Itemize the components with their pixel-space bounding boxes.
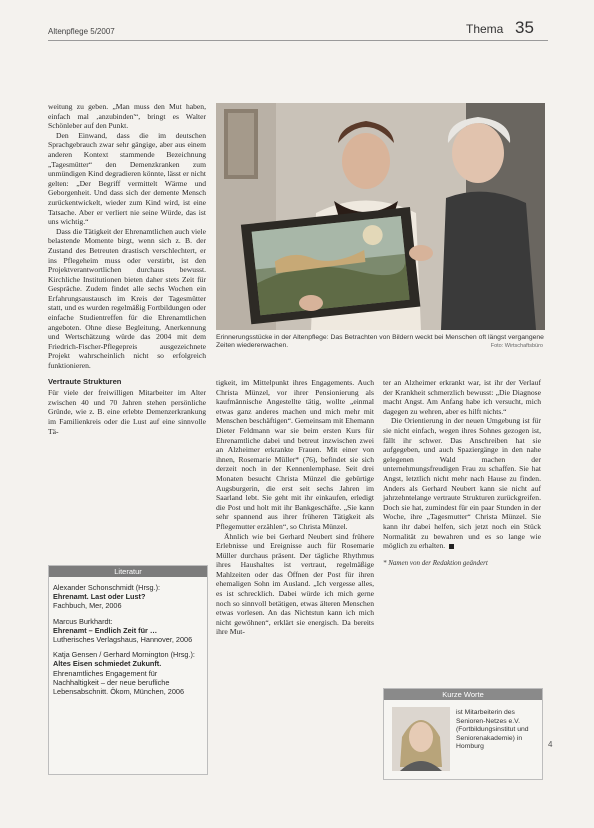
col3-paragraph-1: ter an Alzheimer erkrankt war, ist ihr der Verlauf der Krankheit schmerzlich bewusst: „Die Diagnose macht Angst. Am Anfang habe ich versucht, mich dagegen zu wehren, aber es hilft nichts.“	[383, 378, 541, 416]
column-3	[383, 378, 541, 568]
section-heading: Vertraute Strukturen	[48, 376, 122, 386]
footnote: * Namen von der Redaktion geändert	[383, 558, 488, 567]
column-1	[48, 102, 206, 436]
corner-mark: 4	[548, 740, 553, 749]
literature-box	[48, 565, 208, 775]
author-photo	[392, 707, 450, 771]
literature-publisher: Fachbuch, Mer, 2006	[53, 601, 122, 611]
col2-paragraph-1: tigkeit, im Mittelpunkt ihres Engagements. Auch Christa Münzel, vor ihrer Pensionierung als kaufmännische Angestellte tätig, wollte „einmal etwas ganz anderes machen und mich mehr mit Menschen beschäftigen“. Gemeinsam mit Ehemann Dieter Feldmann war sie beim ersten Kurs für Ehrenamtliche dabei und betreut inzwischen zwei an Alzheimer erkrankte Frauen. Mit einer von ihnen, Rosemarie Müller* (76), befindet sie sich derzeit noch in der Kennenlernphase. Seit drei Monaten besucht Christa Münzel die gebürtige Augsburgerin, die erst seit sechs Jahren im Saarland lebt. Sie geht mit ihr einkaufen, erledigt die Post und holt mit ihr Bankgeschäfte. „Sie kann sehr spannend aus ihrer früheren Tätigkeit als Pflegemutter erzählen“, so Christa Münzel.	[216, 378, 374, 531]
literature-publisher: Lutherisches Verlagshaus, Hannover, 2006	[53, 635, 193, 645]
col2-paragraph-2: Ähnlich wie bei Gerhard Neubert sind frühere Erlebnisse und Ereignisse auch für Rosemarie Müller durchaus präsent. Der tägliche Rhythmus ihres Haushaltes ist vertraut, regelmäßige Mahlzeiten oder das Öffnen der Post für ihren ehemaligen Sohn im Ausland. „Ich vergesse alles, es ist schrecklich. Dabei würde ich mich gerne noch so sinnvoll betätigen, etwas älteren Menschen etwas vorlesen. An das Nichtstun kann ich mich nicht gewöhnen“, erklärt sie energisch. Da bereits ihre Mut-	[216, 531, 374, 637]
issue-label: Altenpflege 5/2007	[48, 27, 115, 36]
author-box	[383, 688, 543, 780]
literature-item	[49, 650, 207, 696]
end-mark-icon	[449, 544, 454, 549]
col1-paragraph-2: Den Einwand, dass die im deutschen Sprachgebrauch zwar sehr gängige, aber aus einem anderen Kontext stammende Bezeichnung „Tagesmütter“ den Demenzkranken zum unmündigen Kind degradieren könnte, lässt er nicht gelten: „Der Begriff vermittelt Wärme und Geborgenheit. Und dass sich der demente Mensch zurückentwickelt, wieder zum Kind wird, ist eine Tatsache. Aber er verliert nie seine Würde, das ist uns wichtig.“	[48, 130, 206, 227]
literature-title: Altes Eisen schmiedet Zukunft.	[53, 659, 162, 669]
literature-title: Ehrenamt. Last oder Lust?	[53, 592, 146, 602]
col1-paragraph-4: Für viele der freiwilligen Mitarbeiter im Alter zwischen 40 und 70 Jahren stehen persönliche Gründe, wie z. B. eine erlebte Demenzerkrankung im Familienkreis oder die Lust auf eine sinnvolle Tä-	[48, 388, 206, 436]
column-2	[216, 378, 374, 637]
article-photo	[216, 103, 545, 330]
literature-authors: Alexander Schonschmidt (Hrsg.):	[53, 583, 161, 592]
header-rule	[48, 40, 548, 41]
col3-paragraph-2-text: Die Orientierung in der neuen Umgebung ist für sie nicht einfach, wegen ihres Sohnes gezogen ist, fällt ihr schwer. Das Anschreiben hat sie aufgegeben, und auch Spaziergänge in den nahe gelegenen Wald machen der unternehmungsfreudigen Frau zu schaffen. Sie hat Angst, letztlich nicht mehr nach Hause zu finden. Anders als Gerhard Neubert kann sie nicht auf jahrzehntelange vertraute Strukturen zurückgreifen. Doch sie hat, zumindest für ein paar Stunden in der Woche, ihre „Tagesmutter“ Christa Münzel. Sie kann ihr dabei helfen, sich jetzt noch ein Stück Normalität zu bewahren und es so lange wie möglich zu erhalten.	[383, 416, 541, 551]
col1-paragraph-3: Dass die Tätigkeit der Ehrenamtlichen auch viele belastende Momente birgt, wenn sich z. B. der Zustand des Betreuten drastisch verschlechtert, er ins Pflegeheim muss oder verstirbt, ist den Projektverantwortlichen durchaus bewusst. Kirchliche Institutionen bieten daher stets Zeit für Gespräche. Zudem findet alle sechs Wochen ein Erfahrungsaustausch im Kreis der Tagesmütter statt, und es wurden regelmäßig Fortbildungen oder einfache Studientreffen für die Ehrenamtlichen angeboten. Ohne diese Begleitung, Anerkennung und Wertschätzung würde das 2004 mit dem Friedrich-Fischer-Pflegepreis ausgezeichnete Projekt wahrscheinlich nicht so erfolgreich funktionieren.	[48, 226, 206, 371]
photo-caption: Erinnerungsstücke in der Altenpflege: Das Betrachten von Bildern weckt bei Menschen oft längst vergangene Zeiten wiedererwachen.	[216, 334, 544, 350]
literature-title: Ehrenamt – Endlich Zeit für …	[53, 625, 158, 635]
author-box-heading: Kurze Worte	[384, 689, 542, 700]
col1-paragraph-1: weitung zu geben. „Man muss den Mut haben, einfach mal ‚anzubinden'“, bringt es Walter Schönleber auf den Punkt.	[48, 102, 206, 131]
photo-illustration	[216, 103, 545, 330]
section-label: Thema	[466, 22, 504, 36]
literature-publisher: Ehrenamtliches Engagement für Nachhaltigkeit – der neue berufliche Lebensabschnitt. Ökom, München, 2006	[53, 668, 185, 697]
author-description: ist Mitarbeiterin des Senioren-Netzes e.V. (Fortbildungsinstitut und Seniorenakademie) in Homburg	[456, 709, 529, 750]
literature-authors: Marcus Burkhardt:	[53, 616, 113, 626]
col3-paragraph-2	[383, 416, 541, 550]
page-number: 35	[515, 18, 534, 37]
photo-caption-wrap	[216, 334, 545, 351]
literature-heading: Literatur	[49, 566, 207, 577]
literature-authors: Katja Gensen / Gerhard Mornington (Hrsg.):	[53, 650, 195, 660]
author-portrait-illustration	[392, 707, 450, 771]
literature-item	[49, 583, 207, 611]
literature-item	[49, 617, 207, 645]
photo-credit: Foto: Wirtschaftsbüro	[490, 343, 543, 349]
